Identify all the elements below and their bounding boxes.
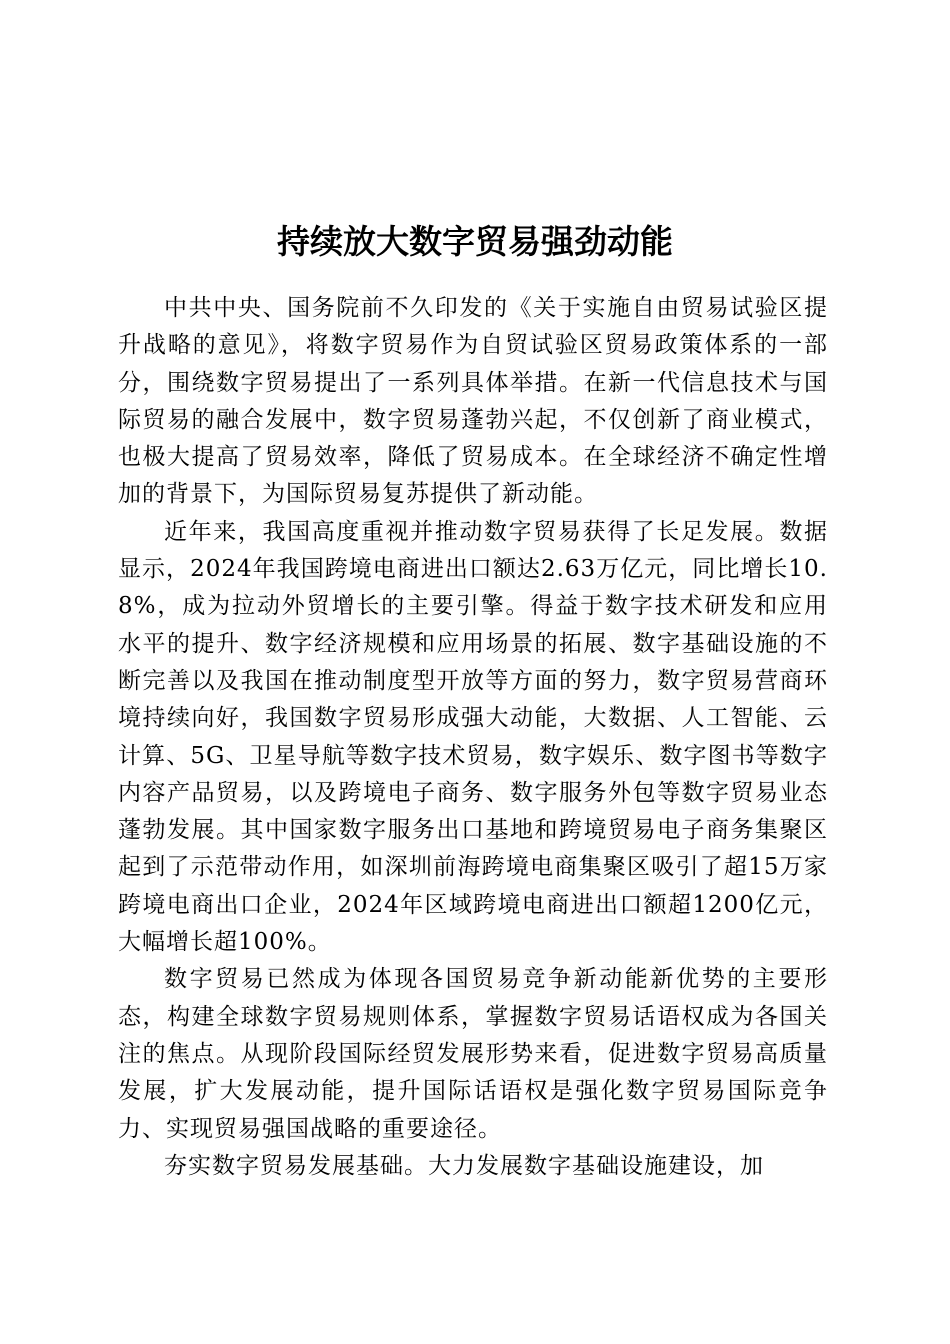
paragraph-intro: 中共中央、国务院前不久印发的《关于实施自由贸易试验区提升战略的意见》，将数字贸易作为自贸试验区贸易政策体系的一部分，围绕数字贸易提出了一系列具体举措。在新一代信息技术与国际贸易的融合发展中，数字贸易蓬勃兴起，不仅创新了商业模式，也极大提高了贸易效率，降低了贸易成本。在全球经济不确定性增加的背景下，为国际贸易复苏提供了新动能。 — [118, 295, 828, 508]
paragraph-competition: 数字贸易已然成为体现各国贸易竞争新动能新优势的主要形态，构建全球数字贸易规则体系，掌握数字贸易话语权成为各国关注的焦点。从现阶段国际经贸发展形势来看，促进数字贸易高质量发展，扩大发展动能，提升国际话语权是强化数字贸易国际竞争力、实现贸易强国战略的重要途径。 — [118, 966, 828, 1142]
article-body — [118, 290, 828, 1185]
paragraph-development: 近年来，我国高度重视并推动数字贸易获得了长足发展。数据显示，2024年我国跨境电商进出口额达2.63万亿元，同比增长10.8%，成为拉动外贸增长的主要引擎。得益于数字技术研发和应用水平的提升、数字经济规模和应用场景的拓展、数字基础设施的不断完善以及我国在推动制度型开放等方面的努力，数字贸易营商环境持续向好，我国数字贸易形成强大动能，大数据、人工智能、云计算、5G、卫星导航等数字技术贸易，数字娱乐、数字图书等数字内容产品贸易，以及跨境电子商务、数字服务外包等数字贸易业态蓬勃发展。其中国家数字服务出口基地和跨境贸易电子商务集聚区起到了示范带动作用，如深圳前海跨境电商集聚区吸引了超15万家跨境电商出口企业，2024年区域跨境电商进出口额超1200亿元，大幅增长超100%。 — [118, 518, 828, 956]
article-title: 持续放大数字贸易强劲动能 — [277, 222, 673, 262]
paragraph-foundation: 夯实数字贸易发展基础。大力发展数字基础设施建设，加 — [164, 1152, 764, 1179]
